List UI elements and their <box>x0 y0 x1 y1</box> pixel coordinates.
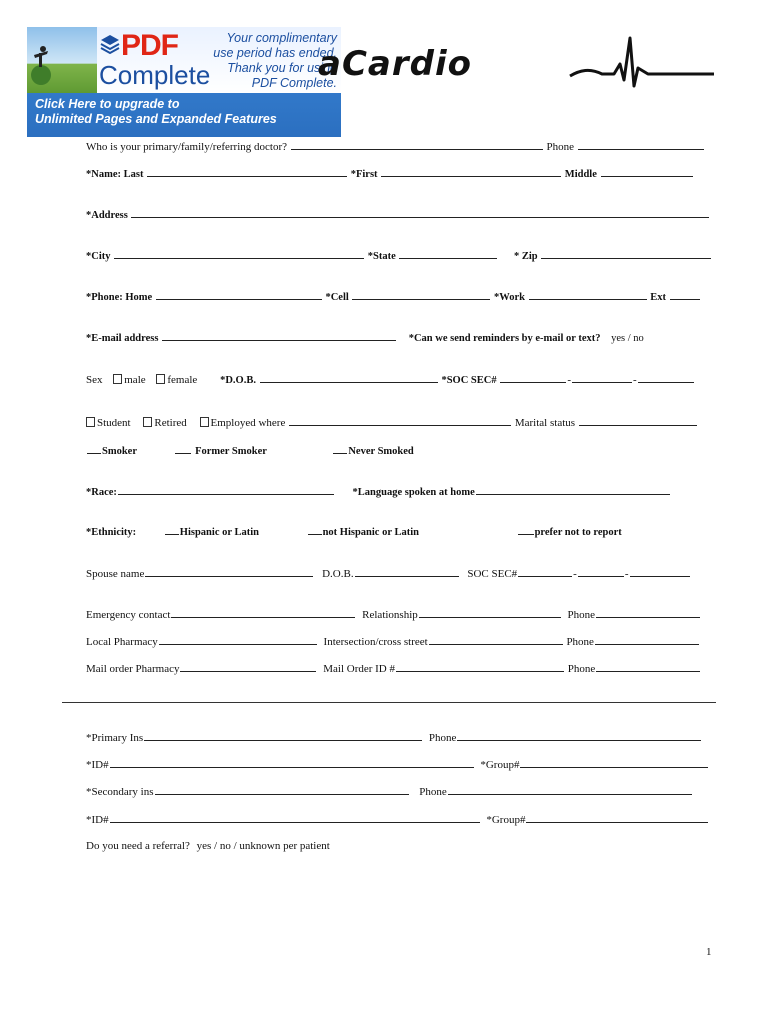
employed-label: Employed where <box>210 417 286 429</box>
reminders-options[interactable]: yes / no <box>611 333 644 344</box>
referral-options[interactable]: yes / no / unknown per patient <box>196 840 330 852</box>
ssn-part2-field[interactable] <box>572 373 632 383</box>
prefer-not-label: prefer not to report <box>534 527 622 538</box>
employer-field[interactable] <box>289 416 511 426</box>
banner-complete-logo: Complete <box>99 60 211 90</box>
email-row <box>86 331 644 344</box>
emergency-row <box>86 608 701 621</box>
primary-id-field[interactable] <box>110 758 474 768</box>
local-pharmacy-label: Local Pharmacy <box>86 636 158 648</box>
secondary-ins-field[interactable] <box>155 785 409 795</box>
dob-field[interactable] <box>260 373 438 383</box>
emergency-contact-field[interactable] <box>171 608 355 618</box>
last-name-field[interactable] <box>147 167 347 177</box>
secondary-group-field[interactable] <box>526 813 708 823</box>
mail-order-id-label: Mail Order ID # <box>323 663 396 675</box>
mail-pharmacy-field[interactable] <box>180 662 316 672</box>
smoker-label: Smoker <box>102 446 137 457</box>
city-row <box>86 249 712 262</box>
secondary-ins-phone-field[interactable] <box>448 785 692 795</box>
middle-name-label: Middle <box>564 169 597 180</box>
banner-message-line: use period has ended. <box>213 46 337 60</box>
primary-ins-phone-field[interactable] <box>457 731 701 741</box>
local-pharmacy-row <box>86 635 700 648</box>
former-smoker-field[interactable] <box>175 444 191 454</box>
secondary-ins-phone-label: Phone <box>419 786 447 798</box>
marital-status-field[interactable] <box>579 416 697 426</box>
doctor-phone-field[interactable] <box>578 140 704 150</box>
race-field[interactable] <box>118 485 334 495</box>
spouse-dob-field[interactable] <box>355 567 459 577</box>
referring-doctor-row <box>86 140 705 153</box>
middle-name-field[interactable] <box>601 167 693 177</box>
smoker-field[interactable] <box>87 444 101 454</box>
student-label: Student <box>97 417 131 429</box>
primary-id-label: *ID# <box>86 759 109 771</box>
secondary-id-field[interactable] <box>110 813 480 823</box>
banner-message-line: Your complimentary <box>226 31 337 45</box>
upgrade-link[interactable] <box>35 97 277 127</box>
former-smoker-label: Former Smoker <box>195 446 267 457</box>
banner-landscape-image <box>27 27 97 93</box>
home-phone-label: *Phone: Home <box>86 292 153 303</box>
male-label: male <box>124 374 146 386</box>
mail-pharmacy-row <box>86 662 701 675</box>
mail-order-id-field[interactable] <box>396 662 564 672</box>
ssn-label: *SOC SEC# <box>441 375 497 386</box>
language-field[interactable] <box>476 485 670 495</box>
spouse-ssn-part1[interactable] <box>518 567 572 577</box>
ethnicity-label: *Ethnicity: <box>86 527 137 538</box>
secondary-group-label: *Group# <box>486 814 526 826</box>
state-field[interactable] <box>399 249 497 259</box>
doctor-phone-label: Phone <box>546 141 574 153</box>
spouse-row: Spouse name D.O.B. SOC SEC# - - <box>86 567 691 580</box>
name-row <box>86 167 694 180</box>
last-name-label: *Name: Last <box>86 169 144 180</box>
female-checkbox[interactable] <box>156 374 165 384</box>
ethnicity-row <box>86 525 622 538</box>
referring-doctor-label: Who is your primary/family/referring doctor? <box>86 141 287 153</box>
race-label: *Race: <box>86 487 117 498</box>
race-row <box>86 485 671 498</box>
mail-pharmacy-phone-label: Phone <box>567 663 596 675</box>
marital-status-label: Marital status <box>514 417 576 429</box>
primary-ins-field[interactable] <box>144 731 422 741</box>
first-name-label: *First <box>350 169 378 180</box>
employment-row <box>86 416 698 429</box>
address-label: *Address <box>86 210 128 221</box>
secondary-ins-label: *Secondary ins <box>86 786 154 798</box>
local-pharmacy-field[interactable] <box>159 635 317 645</box>
email-field[interactable] <box>162 331 396 341</box>
hispanic-label: Hispanic or Latin <box>179 527 259 538</box>
spouse-ssn-part3[interactable] <box>630 567 690 577</box>
primary-ins-label: *Primary Ins <box>86 732 144 744</box>
never-smoked-label: Never Smoked <box>348 446 414 457</box>
ssn-part1-field[interactable] <box>500 373 566 383</box>
student-checkbox[interactable] <box>86 417 95 427</box>
spouse-dob-label: D.O.B. <box>322 568 354 580</box>
emergency-contact-label: Emergency contact <box>86 609 171 621</box>
prefer-not-field[interactable] <box>518 525 534 535</box>
state-label: *State <box>367 251 396 262</box>
not-hispanic-label: not Hispanic or Latin <box>322 527 419 538</box>
zip-field[interactable] <box>541 249 711 259</box>
banner-message-line: Thank you for using <box>227 61 337 75</box>
ssn-part3-field[interactable] <box>638 373 694 383</box>
intersection-label: Intersection/cross street <box>323 636 428 648</box>
primary-ins-phone-label: Phone <box>428 732 457 744</box>
pharmacy-phone-field[interactable] <box>595 635 699 645</box>
first-name-field[interactable] <box>381 167 561 177</box>
spouse-ssn-part2[interactable] <box>578 567 624 577</box>
upgrade-link-line[interactable]: Unlimited Pages and Expanded Features <box>35 112 277 126</box>
upgrade-banner[interactable] <box>27 27 341 137</box>
female-label: female <box>167 374 198 386</box>
email-label: *E-mail address <box>86 333 159 344</box>
primary-ins-row <box>86 731 702 744</box>
banner-pdf-logo: PDF <box>121 29 178 62</box>
secondary-id-label: *ID# <box>86 814 109 826</box>
spouse-name-label: Spouse name <box>86 568 145 580</box>
phone-row <box>86 290 701 303</box>
zip-label: * Zip <box>514 251 538 262</box>
not-hispanic-field[interactable] <box>308 525 322 535</box>
work-phone-field[interactable] <box>529 290 647 300</box>
sex-row: Sex male female *D.O.B. *SOC SEC# - - <box>86 373 695 386</box>
page-number: 1 <box>706 946 712 958</box>
sex-label: Sex <box>86 374 103 386</box>
home-phone-field[interactable] <box>156 290 322 300</box>
upgrade-link-line[interactable]: Click Here to upgrade to <box>35 97 180 111</box>
referring-doctor-field[interactable] <box>291 140 543 150</box>
primary-group-field[interactable] <box>520 758 708 768</box>
work-phone-label: *Work <box>494 292 525 303</box>
stack-layers-icon <box>99 33 121 55</box>
emergency-phone-field[interactable] <box>596 608 700 618</box>
dob-label: *D.O.B. <box>220 375 256 386</box>
ext-label: Ext <box>650 292 666 303</box>
city-label: *City <box>86 251 111 262</box>
never-smoked-field[interactable] <box>333 444 347 454</box>
mail-pharmacy-phone-field[interactable] <box>596 662 700 672</box>
hispanic-field[interactable] <box>165 525 179 535</box>
spouse-ssn-label: SOC SEC# <box>467 568 518 580</box>
secondary-id-row <box>86 813 709 826</box>
primary-id-row <box>86 758 709 771</box>
retired-checkbox[interactable] <box>143 417 152 427</box>
referral-label: Do you need a referral? <box>86 840 190 852</box>
relationship-field[interactable] <box>419 608 561 618</box>
person-on-globe-icon <box>27 27 97 93</box>
smoking-row <box>86 444 414 457</box>
address-row <box>86 208 710 221</box>
mail-pharmacy-label: Mail order Pharmacy <box>86 663 180 675</box>
brand-title: aCardio <box>318 44 472 84</box>
address-field[interactable] <box>131 208 709 218</box>
cell-phone-field[interactable] <box>352 290 490 300</box>
referral-row <box>86 840 330 852</box>
banner-message-line: PDF Complete. <box>251 76 337 90</box>
city-field[interactable] <box>114 249 364 259</box>
secondary-ins-row <box>86 785 693 798</box>
relationship-label: Relationship <box>362 609 418 621</box>
employed-checkbox[interactable] <box>200 417 209 427</box>
section-divider <box>62 702 716 703</box>
primary-group-label: *Group# <box>480 759 520 771</box>
pharmacy-phone-label: Phone <box>566 636 594 648</box>
ext-field[interactable] <box>670 290 700 300</box>
spouse-name-field[interactable] <box>145 567 313 577</box>
intersection-field[interactable] <box>429 635 563 645</box>
heartbeat-icon <box>568 34 718 90</box>
reminders-label: *Can we send reminders by e-mail or text? <box>408 333 601 344</box>
cell-phone-label: *Cell <box>325 292 349 303</box>
male-checkbox[interactable] <box>113 374 122 384</box>
language-label: *Language spoken at home <box>352 487 475 498</box>
emergency-phone-label: Phone <box>567 609 596 621</box>
retired-label: Retired <box>154 417 187 429</box>
